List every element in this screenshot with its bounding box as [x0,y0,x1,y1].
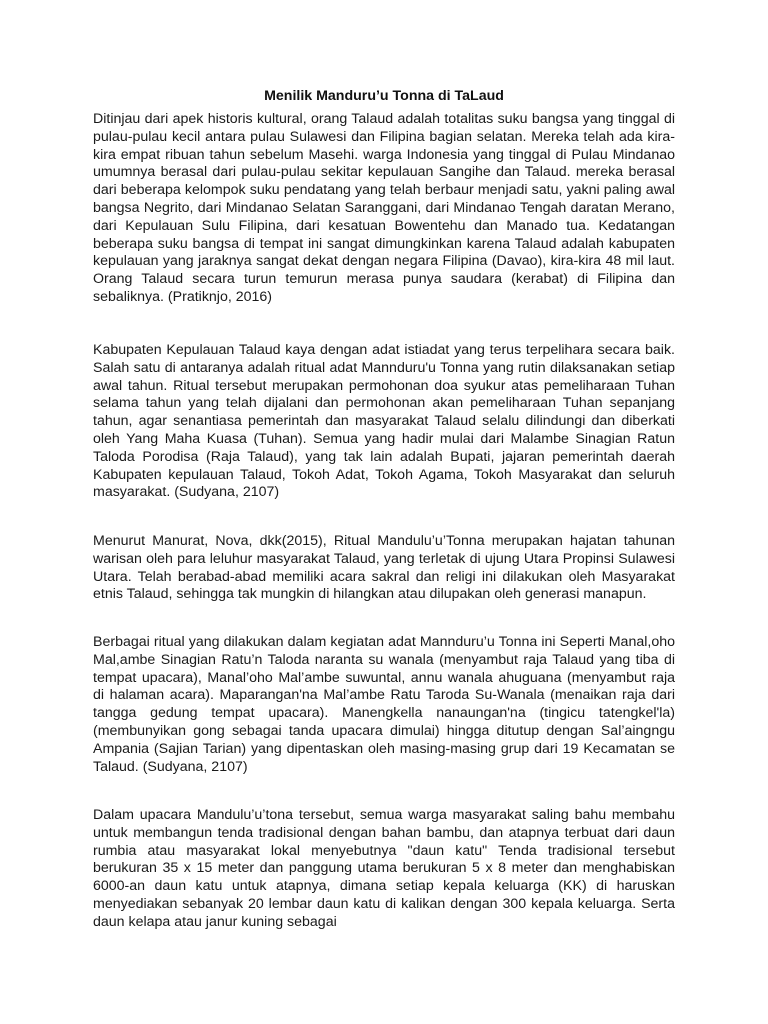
paragraph-ritual-tradition: Menurut Manurat, Nova, dkk(2015), Ritual Mandulu’u’Tonna merupakan hajatan tahunan warisan oleh para leluhur masyarakat Talaud, yang terletak di ujung Utara Propinsi Sulawesi Utara. Telah berabad-abad memiliki acara sakral dan religi ini dilakukan oleh Masyarakat etnis Talaud, sehingga tak mungkin di hilangkan atau dilupakan oleh generasi manapun. [93,533,675,603]
paragraph-ritual-sequence: Berbagai ritual yang dilakukan dalam kegiatan adat Mannduru’u Tonna ini Seperti Manal,oho Mal,ambe Sinagian Ratu’n Taloda naranta su wanala (menyambut raja Talaud yang tiba di tempat upacara), Manal’oho Mal’ambe suwuntal, annu wanala ahuguana (menyambut raja di halaman acara). Maparangan'na Mal’ambe Ratu Taroda Su-Wanala (menaikan raja dari tangga gedung tempat upacara). Manengkella nanaungan'na (tingicu tatengkel'la) (membunyikan gong sebagai tanda upacara dimulai) hingga ditutup dengan Sal’aingngu Ampania (Sajian Tarian) yang dipentaskan oleh masing-masing grup dari 19 Kecamatan se Talaud. (Sudyana, 2107) [93,634,675,775]
paragraph-customs: Kabupaten Kepulauan Talaud kaya dengan adat istiadat yang terus terpelihara secara baik. Salah satu di antaranya adalah ritual adat Mannduru'u Tonna yang rutin dilaksanakan setiap awal tahun. Ritual tersebut merupakan permohonan doa syukur atas pemeliharaan Tuhan selama tahun yang telah dijalani dan permohonan akan pemeliharaan Tuhan sepanjang tahun, agar senantiasa pemerintah dan masyarakat Talaud selalu dilindungi dan diberkati oleh Yang Maha Kuasa (Tuhan). Semua yang hadir mulai dari Malambe Sinagian Ratun Taloda Porodisa (Raja Talaud), yang tak lain adalah Bupati, jajaran pemerintah daerah Kabupaten kepulauan Talaud, Tokoh Adat, Tokoh Agama, Tokoh Masyarakat dan seluruh masyarakat. (Sudyana, 2107) [93,342,675,501]
paragraph-history: Ditinjau dari apek historis kultural, orang Talaud adalah totalitas suku bangsa yang tinggal di pulau-pulau kecil antara pulau Sulawesi dan Filipina bagian selatan. Mereka telah ada kira-kira empat ribuan tahun sebelum Masehi. warga Indonesia yang tinggal di Pulau Mindanao umumnya berasal dari pulau-pulau sekitar kepulauan Sangihe dan Talaud. mereka berasal dari beberapa kelompok suku pendatang yang telah berbaur menjadi satu, yakni paling awal bangsa Negrito, dari Mindanao Selatan Saranggani, dari Mindanao Tengah daratan Merano, dari Kepulauan Sulu Filipina, dari kesatuan Bowentehu dan Manado tua. Kedatangan beberapa suku bangsa di tempat ini sangat dimungkinkan karena Talaud adalah kabupaten kepulauan yang jaraknya sangat dekat dengan negara Filipina (Davao), kira-kira 48 mil laut. Orang Talaud secara turun temurun merasa punya saudara (kerabat) di Filipina dan sebaliknya. (Pratiknjo, 2016) [93,111,675,305]
document-title: Menilik Manduru’u Tonna di TaLaud [264,88,504,104]
paragraph-tent-construction: Dalam upacara Mandulu’u’tona tersebut, semua warga masyarakat saling bahu membahu untuk membangun tenda tradisional dengan bahan bambu, dan atapnya terbuat dari daun rumbia atau masyarakat lokal menyebutnya "daun katu" Tenda tradisional tersebut berukuran 35 x 15 meter dan panggung utama berukuran 5 x 8 meter dan menghabiskan 6000-an daun katu untuk atapnya, dimana setiap kepala keluarga (KK) di haruskan menyediakan sebanyak 20 lembar daun katu di kalikan dengan 300 kepala keluarga. Serta daun kelapa atau janur kuning sebagai [93,807,675,930]
